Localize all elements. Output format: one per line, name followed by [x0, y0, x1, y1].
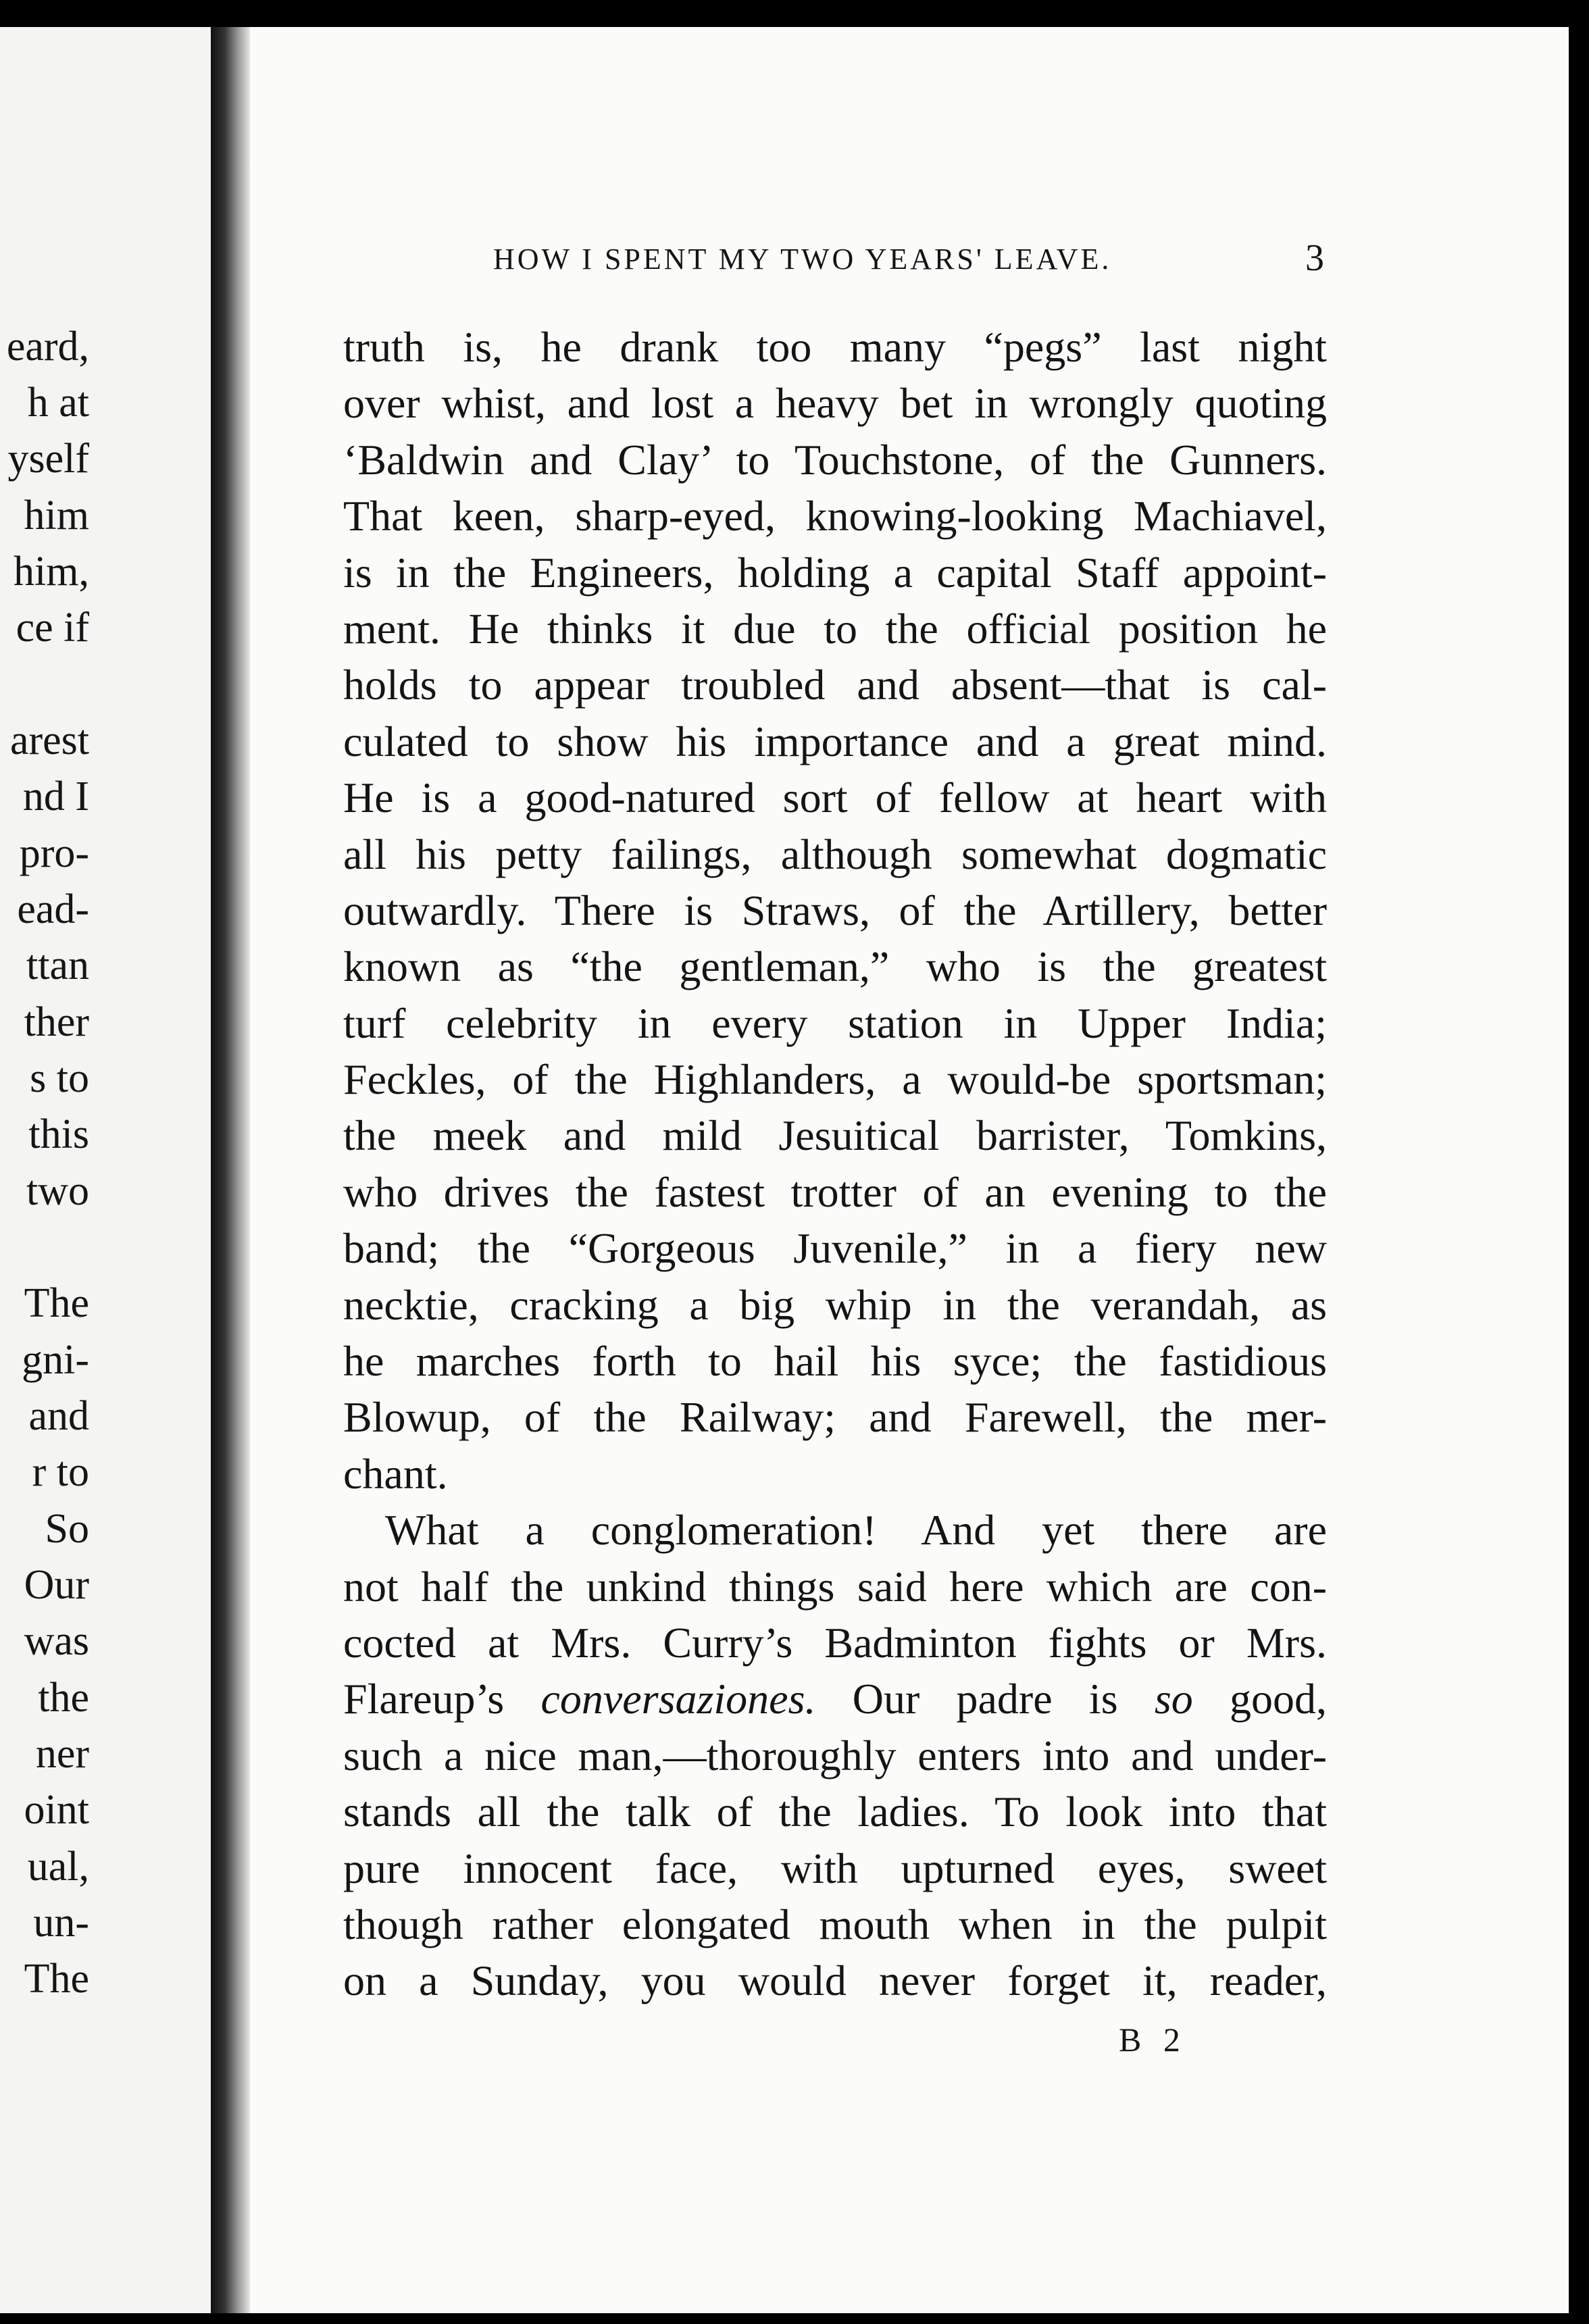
facing-line: The [24, 1956, 89, 2002]
text-line: chant. [343, 1449, 448, 1498]
scan-edge [1569, 27, 1589, 2313]
facing-line: ce if [16, 605, 89, 651]
text-line: What a conglomeration! And yet there are [385, 1506, 1327, 1555]
facing-line: The [24, 1280, 89, 1326]
text-line: ment. He thinks it due to the official position he [343, 604, 1327, 653]
book-gutter [211, 27, 250, 2313]
facing-page-sliver [0, 27, 211, 2313]
text-line: culated to show his importance and a great mind. [343, 717, 1327, 765]
facing-line: ual, [27, 1844, 89, 1890]
text-line: cocted at Mrs. Curry’s Badminton fights or Mrs. [343, 1618, 1327, 1667]
facing-line: him, [14, 549, 89, 595]
facing-line: oint [24, 1787, 89, 1833]
text-line: ‘Baldwin and Clay’ to Touchstone, of the Gunners. [343, 435, 1327, 484]
text-line: on a Sunday, you would never forget it, reader, [343, 1956, 1327, 2005]
facing-line: ner [35, 1731, 89, 1777]
italic-emphasis: so [1154, 1675, 1193, 1723]
text-line: outwardly. There is Straws, of the Artillery, better [343, 886, 1327, 934]
text-line: He is a good-natured sort of fellow at heart with [343, 774, 1327, 822]
facing-line: two [26, 1168, 89, 1214]
text-line: That keen, sharp-eyed, knowing-looking Machiavel, [343, 492, 1327, 540]
running-head: HOW I SPENT MY TWO YEARS' LEAVE. [493, 243, 1112, 276]
italic-term: conversaziones. [540, 1675, 816, 1723]
text-line: is in the Engineers, holding a capital Staff appoint- [343, 548, 1327, 597]
facing-line: Our [24, 1562, 89, 1608]
facing-line: un- [33, 1900, 89, 1946]
text-line: he marches forth to hail his syce; the fastidious [343, 1337, 1327, 1386]
facing-line: s to [30, 1055, 89, 1101]
facing-line: ther [24, 999, 89, 1045]
text-line: though rather elongated mouth when in the pulpit [343, 1900, 1327, 1948]
page-number: 3 [1305, 237, 1324, 279]
text-line: pure innocent face, with upturned eyes, sweet [343, 1844, 1327, 1892]
facing-line: nd I [22, 774, 89, 819]
text-line: known as “the gentleman,” who is the greatest [343, 942, 1327, 991]
text-line: Feckles, of the Highlanders, a would-be sportsman; [343, 1055, 1327, 1104]
facing-line: arest [9, 717, 89, 763]
facing-line: this [28, 1111, 89, 1157]
facing-line: eard, [6, 324, 89, 370]
text-line: all his petty failings, although somewhat dogmatic [343, 830, 1327, 878]
text-line: stands all the talk of the ladies. To look into that [343, 1788, 1327, 1836]
text-line: band; the “Gorgeous Juvenile,” in a fiery new [343, 1224, 1327, 1273]
text-line: the meek and mild Jesuitical barrister, Tomkins, [343, 1111, 1327, 1160]
facing-line: r to [32, 1449, 89, 1495]
facing-line: gni- [22, 1337, 89, 1383]
text-line: holds to appear troubled and absent—that is cal- [343, 661, 1327, 709]
facing-line: pro- [19, 830, 89, 876]
facing-line: ead- [17, 886, 89, 932]
facing-line: h at [27, 380, 89, 426]
text-line: Blowup, of the Railway; and Farewell, the mer- [343, 1393, 1327, 1442]
text-line-with-italics [343, 1671, 1327, 1727]
facing-line: So [45, 1506, 89, 1552]
facing-line: the [38, 1675, 89, 1721]
text-line: not half the unkind things said here which are con- [343, 1562, 1327, 1611]
signature-mark: B 2 [1119, 2021, 1187, 2058]
facing-line: ttan [26, 942, 89, 988]
facing-line: and [28, 1393, 89, 1439]
body-text [343, 319, 1327, 2009]
text-line: necktie, cracking a big whip in the verandah, as [343, 1280, 1327, 1329]
text-span: Flareup’s [343, 1675, 541, 1723]
text-span: Our padre is [815, 1675, 1155, 1723]
text-line: such a nice man,—thoroughly enters into and under- [343, 1731, 1327, 1779]
text-line: who drives the fastest trotter of an evening to the [343, 1167, 1327, 1216]
text-span: good, [1192, 1675, 1328, 1723]
facing-line: him [24, 492, 89, 538]
facing-line: was [24, 1618, 89, 1664]
text-line: over whist, and lost a heavy bet in wrongly quoting [343, 379, 1327, 428]
text-line: truth is, he drank too many “pegs” last night [343, 323, 1327, 371]
facing-line: yself [7, 436, 89, 482]
text-line: turf celebrity in every station in Upper India; [343, 999, 1327, 1047]
